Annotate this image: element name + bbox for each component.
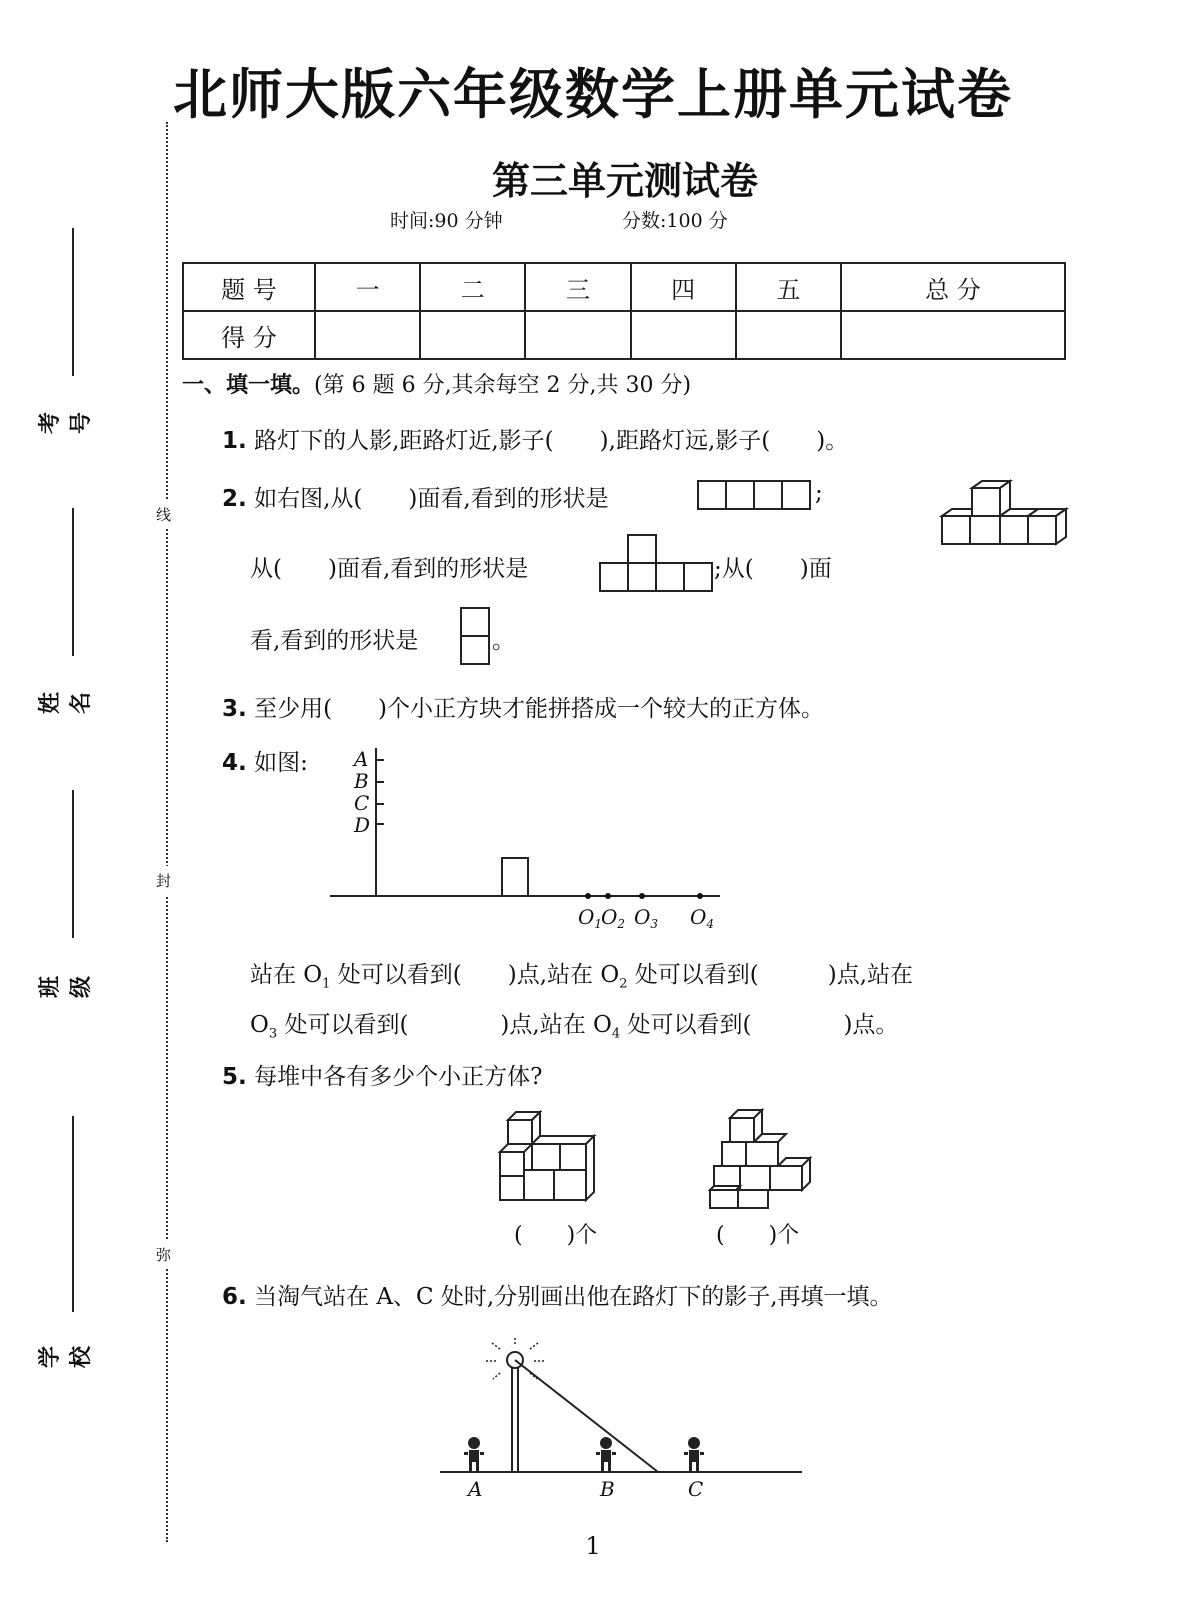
question-4 <box>222 744 308 777</box>
score-entry-cell[interactable] <box>315 311 420 359</box>
class-label: 班级 <box>38 976 94 999</box>
name-label: 姓名 <box>38 692 94 715</box>
score-entry-cell[interactable] <box>420 311 525 359</box>
table-cell: 五 <box>736 263 841 311</box>
class-line <box>72 790 74 938</box>
point-label-d: D <box>354 813 371 837</box>
school-line <box>72 1116 74 1312</box>
score-table <box>182 262 1066 360</box>
total-score: 分数:100 分 <box>622 210 728 232</box>
question-5 <box>222 1058 542 1091</box>
question-3 <box>222 690 824 723</box>
observer-label: $O_3$ <box>634 905 659 931</box>
binding-char-mi: 弥 <box>156 1240 171 1269</box>
table-cell: 总 分 <box>841 263 1065 311</box>
score-entry-cell[interactable] <box>525 311 630 359</box>
question-4-line-2: $O_3$ 处可以看到( )点,站在 $O_4$ 处可以看到( )点。 <box>250 1012 899 1042</box>
observer-label: $O_1$ <box>578 905 603 931</box>
question-number: 5. <box>222 1064 247 1090</box>
question-number: 2. <box>222 486 247 512</box>
pile-1-answer-blank[interactable]: ( )个 <box>514 1223 598 1248</box>
cube-pile-1 <box>496 1106 606 1210</box>
question-text: 如右图,从( )面看,看到的形状是 <box>254 486 609 512</box>
front-view-shape <box>696 478 816 512</box>
side-view-shape <box>598 533 714 593</box>
point-label-c: C <box>688 1477 704 1501</box>
top-view-shape <box>458 606 492 668</box>
sightline-diagram <box>320 740 740 940</box>
table-cell: 四 <box>631 263 736 311</box>
cube-pile-2 <box>706 1106 816 1210</box>
question-4-line-1: 站在 $O_1$ 处可以看到( )点,站在 $O_2$ 处可以看到( )点,站在 <box>250 962 914 992</box>
table-cell: 一 <box>315 263 420 311</box>
main-title: 北师大版六年级数学上册单元试卷 <box>173 63 1013 126</box>
child-figure-a <box>464 1437 484 1471</box>
score-table-score-row <box>183 311 1065 359</box>
point-label-b: B <box>600 1477 615 1501</box>
section-note: (第 6 题 6 分,其余每空 2 分,共 30 分) <box>314 373 692 398</box>
score-entry-cell[interactable] <box>841 311 1065 359</box>
question-6 <box>222 1278 893 1311</box>
score-entry-cell[interactable] <box>631 311 736 359</box>
child-figure-c <box>684 1437 704 1471</box>
point-label-b: B <box>354 769 369 793</box>
school-label: 学校 <box>38 1346 94 1369</box>
question-text: 至少用( )个小正方块才能拼搭成一个较大的正方体。 <box>254 696 825 722</box>
exam-number-line <box>72 228 74 376</box>
table-cell: 二 <box>420 263 525 311</box>
observer-label: $O_4$ <box>690 905 715 931</box>
wall-block <box>502 858 528 896</box>
question-text: 如图: <box>254 750 308 776</box>
exam-number-label: 考号 <box>38 412 94 435</box>
point-label-a: A <box>468 1477 483 1501</box>
question-2-line-2a: 从( )面看,看到的形状是 <box>250 556 529 582</box>
question-text: 路灯下的人影,距路灯近,影子( ),距路灯远,影子( )。 <box>254 428 849 454</box>
table-cell: 题 号 <box>183 263 315 311</box>
point-label-a: A <box>354 747 369 771</box>
light-ray <box>515 1360 658 1472</box>
name-line <box>72 508 74 656</box>
binding-char-feng: 封 <box>156 866 171 895</box>
cube-arrangement-figure <box>936 478 1080 560</box>
binding-dotted-line <box>166 122 168 1542</box>
question-2-line-2b: ;从( )面 <box>714 556 832 582</box>
score-entry-cell[interactable] <box>736 311 841 359</box>
observer-label: $O_2$ <box>601 905 626 931</box>
question-1 <box>222 422 848 455</box>
question-text: ; <box>815 480 823 506</box>
question-number: 6. <box>222 1284 247 1310</box>
table-cell: 三 <box>525 263 630 311</box>
streetlight-diagram <box>430 1332 810 1502</box>
sub-title: 第三单元测试卷 <box>491 159 758 203</box>
question-2-line-1 <box>222 480 609 513</box>
score-table-header-row <box>183 263 1065 311</box>
question-2-line-3a: 看,看到的形状是 <box>250 628 419 654</box>
page-number: 1 <box>585 1532 601 1560</box>
question-text: 当淘气站在 A、C 处时,分别画出他在路灯下的影子,再填一填。 <box>254 1284 893 1310</box>
child-figure-b <box>596 1437 616 1471</box>
section-heading <box>182 368 691 399</box>
binding-char-xian: 线 <box>156 500 171 529</box>
question-number: 1. <box>222 428 247 454</box>
pile-2-answer-blank[interactable]: ( )个 <box>716 1223 800 1248</box>
point-label-c: C <box>354 791 370 815</box>
table-cell: 得 分 <box>183 311 315 359</box>
question-number: 3. <box>222 696 247 722</box>
question-2-line-3b: 。 <box>492 628 515 654</box>
question-text: 每堆中各有多少个小正方体? <box>254 1064 543 1090</box>
time-limit: 时间:90 分钟 <box>390 210 503 232</box>
section-title: 一、填一填。 <box>182 373 315 398</box>
question-number: 4. <box>222 750 247 776</box>
